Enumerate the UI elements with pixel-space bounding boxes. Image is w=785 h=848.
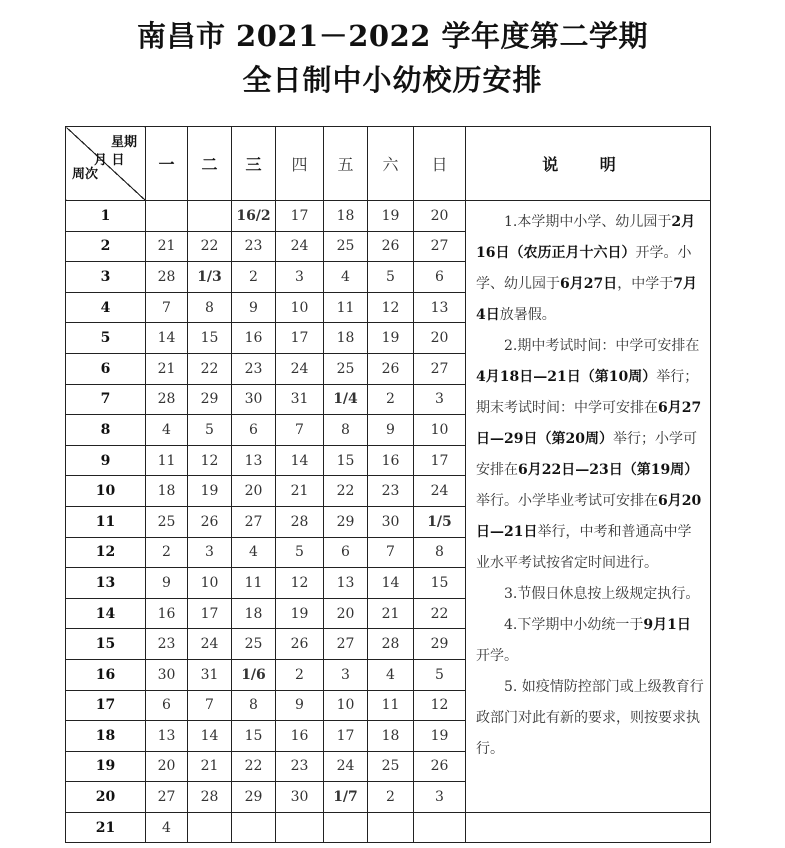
date-cell: 16/2 — [232, 201, 276, 232]
week-number: 19 — [66, 751, 146, 782]
date-cell: 26 — [368, 353, 414, 384]
date-cell: 17 — [276, 323, 324, 354]
date-cell: 7 — [188, 690, 232, 721]
date-cell: 26 — [414, 751, 466, 782]
date-cell: 23 — [368, 476, 414, 507]
date-cell: 18 — [146, 476, 188, 507]
date-cell: 2 — [368, 384, 414, 415]
week-number: 6 — [66, 353, 146, 384]
date-cell: 20 — [414, 201, 466, 232]
date-cell: 17 — [188, 598, 232, 629]
date-cell: 19 — [276, 598, 324, 629]
date-cell: 29 — [414, 629, 466, 660]
date-cell: 31 — [276, 384, 324, 415]
date-cell: 13 — [146, 721, 188, 752]
date-cell: 26 — [368, 231, 414, 262]
week-number: 12 — [66, 537, 146, 568]
date-cell: 22 — [188, 231, 232, 262]
week-number: 15 — [66, 629, 146, 660]
corner-weekday-label: 星期 — [110, 135, 137, 150]
date-cell: 11 — [324, 292, 368, 323]
date-cell: 14 — [368, 568, 414, 599]
date-cell — [324, 812, 368, 843]
note-paragraph — [476, 672, 704, 765]
week-number: 20 — [66, 782, 146, 813]
date-cell: 1/6 — [232, 659, 276, 690]
date-cell: 26 — [188, 506, 232, 537]
week-number: 8 — [66, 415, 146, 446]
date-cell: 6 — [146, 690, 188, 721]
date-cell: 5 — [368, 262, 414, 293]
date-cell: 20 — [414, 323, 466, 354]
date-cell: 1/3 — [188, 262, 232, 293]
note-emphasis: 6月27日—29日（第20周） — [476, 400, 702, 447]
date-cell: 16 — [232, 323, 276, 354]
date-cell: 3 — [188, 537, 232, 568]
notes-title: 说 明 — [466, 127, 711, 201]
date-cell: 6 — [324, 537, 368, 568]
date-cell: 17 — [324, 721, 368, 752]
note-paragraph — [476, 579, 704, 610]
date-cell: 25 — [324, 353, 368, 384]
header-row — [66, 127, 711, 201]
week-number: 5 — [66, 323, 146, 354]
date-cell: 11 — [232, 568, 276, 599]
date-cell: 12 — [414, 690, 466, 721]
corner-date-label: 月 日 — [94, 153, 125, 168]
date-cell: 27 — [232, 506, 276, 537]
date-cell: 26 — [276, 629, 324, 660]
date-cell: 22 — [414, 598, 466, 629]
date-cell: 29 — [324, 506, 368, 537]
week-number: 2 — [66, 231, 146, 262]
date-cell: 2 — [146, 537, 188, 568]
title-line-2: 全日制中小幼校历安排 — [242, 63, 543, 97]
date-cell: 27 — [414, 231, 466, 262]
note-text: 2.期中考试时间：中学可安排在 — [504, 338, 700, 354]
date-cell: 25 — [146, 506, 188, 537]
date-cell: 28 — [146, 262, 188, 293]
date-cell: 2 — [368, 782, 414, 813]
date-cell: 20 — [324, 598, 368, 629]
weekday-mon: 一 — [146, 127, 188, 201]
date-cell: 7 — [276, 415, 324, 446]
date-cell: 6 — [232, 415, 276, 446]
table-row — [66, 201, 711, 232]
date-cell: 5 — [188, 415, 232, 446]
date-cell — [188, 812, 232, 843]
note-text: 举行；小学可安排在 — [476, 431, 697, 478]
date-cell: 24 — [414, 476, 466, 507]
date-cell: 5 — [276, 537, 324, 568]
note-paragraph — [476, 610, 704, 672]
note-text: 举行。小学毕业考试可安排在 — [476, 493, 658, 509]
date-cell: 15 — [232, 721, 276, 752]
date-cell: 13 — [232, 445, 276, 476]
date-cell: 21 — [188, 751, 232, 782]
date-cell: 30 — [276, 782, 324, 813]
date-cell: 3 — [414, 384, 466, 415]
date-cell: 21 — [276, 476, 324, 507]
date-cell: 19 — [368, 201, 414, 232]
date-cell: 10 — [414, 415, 466, 446]
date-cell: 8 — [414, 537, 466, 568]
date-cell: 24 — [324, 751, 368, 782]
date-cell: 4 — [232, 537, 276, 568]
date-cell: 29 — [232, 782, 276, 813]
date-cell: 8 — [232, 690, 276, 721]
week-number: 14 — [66, 598, 146, 629]
note-text: ，中学于 — [617, 276, 674, 292]
note-emphasis: 4月18日—21日（第10周） — [476, 369, 657, 385]
week-number: 7 — [66, 384, 146, 415]
date-cell: 25 — [368, 751, 414, 782]
date-cell: 21 — [368, 598, 414, 629]
note-text: 开学。小学、幼儿园于 — [476, 245, 692, 292]
date-cell: 9 — [146, 568, 188, 599]
weekday-fri: 五 — [324, 127, 368, 201]
weekday-sun: 日 — [414, 127, 466, 201]
week-number: 1 — [66, 201, 146, 232]
date-cell: 18 — [232, 598, 276, 629]
date-cell: 30 — [232, 384, 276, 415]
weekday-wed: 三 — [232, 127, 276, 201]
date-cell: 18 — [368, 721, 414, 752]
date-cell: 27 — [146, 782, 188, 813]
date-cell: 11 — [368, 690, 414, 721]
date-cell: 3 — [324, 659, 368, 690]
date-cell: 24 — [276, 231, 324, 262]
date-cell: 28 — [188, 782, 232, 813]
note-emphasis: 6月20日—21日 — [476, 493, 702, 540]
date-cell: 21 — [146, 231, 188, 262]
date-cell: 2 — [232, 262, 276, 293]
note-text: 4.下学期中小幼统一于 — [504, 617, 644, 633]
school-calendar-table — [65, 126, 711, 843]
week-number: 13 — [66, 568, 146, 599]
date-cell: 27 — [414, 353, 466, 384]
date-cell: 17 — [276, 201, 324, 232]
weekday-sat: 六 — [368, 127, 414, 201]
date-cell: 20 — [232, 476, 276, 507]
date-cell: 14 — [188, 721, 232, 752]
date-cell: 22 — [324, 476, 368, 507]
date-cell — [146, 201, 188, 232]
date-cell: 30 — [368, 506, 414, 537]
date-cell: 17 — [414, 445, 466, 476]
date-cell: 22 — [188, 353, 232, 384]
date-cell: 28 — [368, 629, 414, 660]
date-cell: 23 — [146, 629, 188, 660]
date-cell: 20 — [146, 751, 188, 782]
note-emphasis: 6月27日 — [560, 276, 618, 292]
week-number: 3 — [66, 262, 146, 293]
title-line-1: 南昌市 2021－2022 学年度第二学期 — [136, 19, 649, 53]
date-cell: 24 — [188, 629, 232, 660]
date-cell: 15 — [414, 568, 466, 599]
note-text: 开学。 — [476, 648, 518, 664]
date-cell: 4 — [324, 262, 368, 293]
note-paragraph — [476, 207, 704, 331]
date-cell: 7 — [146, 292, 188, 323]
date-cell — [368, 812, 414, 843]
note-text: 举行，中考和普通高中学业水平考试按省定时间进行。 — [476, 524, 692, 571]
weekday-thu: 四 — [276, 127, 324, 201]
date-cell: 13 — [414, 292, 466, 323]
date-cell: 25 — [232, 629, 276, 660]
date-cell: 27 — [324, 629, 368, 660]
week-number: 17 — [66, 690, 146, 721]
date-cell: 12 — [276, 568, 324, 599]
date-cell: 4 — [146, 812, 188, 843]
notes-cell — [466, 201, 711, 813]
note-emphasis: 9月1日 — [643, 617, 691, 633]
date-cell: 8 — [324, 415, 368, 446]
date-cell: 30 — [146, 659, 188, 690]
date-cell: 4 — [368, 659, 414, 690]
note-text: 放暑假。 — [499, 307, 556, 323]
note-emphasis: 7月4日 — [476, 276, 697, 323]
date-cell: 9 — [368, 415, 414, 446]
date-cell: 28 — [146, 384, 188, 415]
date-cell: 18 — [324, 323, 368, 354]
date-cell: 23 — [232, 231, 276, 262]
date-cell: 1/4 — [324, 384, 368, 415]
date-cell: 15 — [324, 445, 368, 476]
date-cell: 14 — [276, 445, 324, 476]
date-cell: 1/5 — [414, 506, 466, 537]
date-cell: 15 — [188, 323, 232, 354]
date-cell: 19 — [368, 323, 414, 354]
date-cell: 9 — [232, 292, 276, 323]
date-cell: 19 — [188, 476, 232, 507]
date-cell: 9 — [276, 690, 324, 721]
date-cell: 8 — [188, 292, 232, 323]
date-cell: 16 — [368, 445, 414, 476]
date-cell: 1/7 — [324, 782, 368, 813]
date-cell: 14 — [146, 323, 188, 354]
date-cell: 3 — [414, 782, 466, 813]
week-number: 4 — [66, 292, 146, 323]
date-cell: 4 — [146, 415, 188, 446]
date-cell: 28 — [276, 506, 324, 537]
date-cell: 23 — [276, 751, 324, 782]
date-cell — [232, 812, 276, 843]
week-number: 10 — [66, 476, 146, 507]
week-number: 21 — [66, 812, 146, 843]
note-text: 5. 如疫情防控部门或上级教育行政部门对此有新的要求，则按要求执行。 — [476, 679, 704, 757]
corner-cell — [66, 127, 146, 201]
date-cell: 13 — [324, 568, 368, 599]
date-cell: 21 — [146, 353, 188, 384]
date-cell: 6 — [414, 262, 466, 293]
note-paragraph — [476, 331, 704, 579]
week-number: 18 — [66, 721, 146, 752]
date-cell: 18 — [324, 201, 368, 232]
date-cell — [188, 201, 232, 232]
date-cell — [276, 812, 324, 843]
date-cell: 19 — [414, 721, 466, 752]
date-cell: 22 — [232, 751, 276, 782]
note-text: 举行；期末考试时间：中学可安排在 — [476, 369, 699, 416]
date-cell: 10 — [188, 568, 232, 599]
date-cell: 12 — [368, 292, 414, 323]
corner-week-label: 周次 — [72, 167, 99, 182]
date-cell: 5 — [414, 659, 466, 690]
date-cell: 16 — [276, 721, 324, 752]
note-text: 3.节假日休息按上级规定执行。 — [504, 586, 700, 602]
notes-cell-end — [466, 812, 711, 843]
note-text: 1.本学期中小学、幼儿园于 — [504, 214, 672, 230]
date-cell: 11 — [146, 445, 188, 476]
date-cell: 16 — [146, 598, 188, 629]
note-emphasis: 2月16日（农历正月十六日） — [476, 214, 696, 261]
date-cell: 25 — [324, 231, 368, 262]
week-number: 11 — [66, 506, 146, 537]
date-cell: 29 — [188, 384, 232, 415]
weekday-tue: 二 — [188, 127, 232, 201]
date-cell: 12 — [188, 445, 232, 476]
date-cell — [414, 812, 466, 843]
note-emphasis: 6月22日—23日（第19周） — [518, 462, 699, 478]
date-cell: 2 — [276, 659, 324, 690]
week-number: 16 — [66, 659, 146, 690]
date-cell: 10 — [324, 690, 368, 721]
week-number: 9 — [66, 445, 146, 476]
date-cell: 31 — [188, 659, 232, 690]
table-row — [66, 812, 711, 843]
date-cell: 3 — [276, 262, 324, 293]
date-cell: 10 — [276, 292, 324, 323]
date-cell: 24 — [276, 353, 324, 384]
date-cell: 23 — [232, 353, 276, 384]
date-cell: 7 — [368, 537, 414, 568]
